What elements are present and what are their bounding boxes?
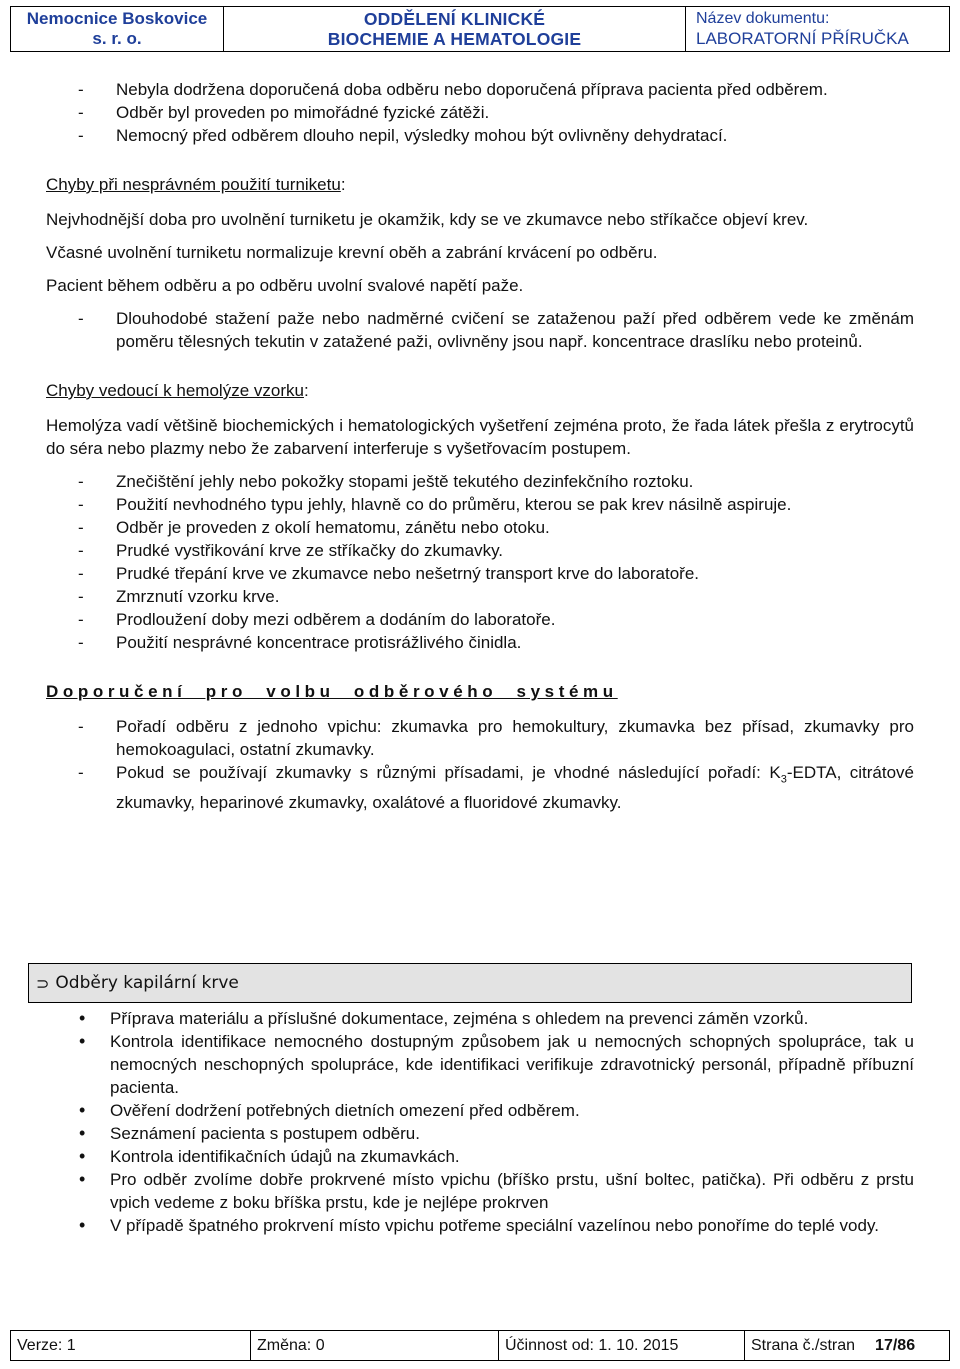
list-item: - Prudké vystřikování krve ze stříkačky do zkumavky. (46, 539, 914, 562)
footer-page (745, 1331, 949, 1360)
paragraph: Včasné uvolnění turniketu normalizuje krevní oběh a zabrání krvácení po odběru. (46, 243, 658, 262)
list-item: - Nebyla dodržena doporučená doba odběru nebo doporučená příprava pacienta před odběrem. (46, 78, 914, 101)
org-legal-form: s. r. o. (92, 29, 142, 48)
footer-effective-date: Účinnost od: 1. 10. 2015 (499, 1331, 745, 1360)
department-line2: BIOCHEMIE A HEMATOLOGIE (327, 29, 582, 49)
document-header (10, 6, 950, 52)
list-item: - Prudké třepání krve ve zkumavce nebo nešetrný transport krve do laboratoře. (46, 562, 914, 585)
header-organization (11, 7, 224, 51)
paragraph: Pacient během odběru a po odběru uvolní svalové napětí paže. (46, 276, 524, 295)
list-item: - Dlouhodobé stažení paže nebo nadměrné cvičení se zataženou paží před odběrem vede ke změnám poměru tělesných tekutin v zatažené paži, ovlivněny jsou např. koncentrace draslíku nebo proteinů. (46, 307, 914, 353)
bullet-item: • Ověření dodržení potřebných dietních omezení před odběrem. (46, 1099, 914, 1122)
paragraph: Hemolýza vadí většině biochemických i hematologických vyšetření zejména proto, že řada látek přešla z erytrocytů do séra nebo plazmy nebo že zabarvení interferuje s vyšetřovacím postupem. (46, 416, 914, 458)
bullet-item: • V případě špatného prokrvení místo vpichu potřeme speciální vazelínou nebo ponoříme do teplé vody. (46, 1214, 914, 1237)
page-content (46, 78, 914, 814)
footer-change: Změna: 0 (251, 1331, 499, 1360)
list-item: - Použití nevhodného typu jehly, hlavně co do průměru, kterou se pak krev násilně aspiruje. (46, 493, 914, 516)
list-item: - Použití nesprávné koncentrace protisrážlivého činidla. (46, 631, 914, 654)
list-item: - Zmrznutí vzorku krve. (46, 585, 914, 608)
list-item: - Znečištění jehly nebo pokožky stopami ještě tekutého dezinfekčního roztoku. (46, 470, 914, 493)
list-item: - Prodloužení doby mezi odběrem a dodáním do laboratoře. (46, 608, 914, 631)
list-item: - Pořadí odběru z jednoho vpichu: zkumavka pro hemokultury, zkumavka bez přísad, zkumavky pro hemokoagulaci, ostatní zkumavky. (46, 715, 914, 761)
section-box-capillary (28, 963, 912, 1003)
capillary-list (46, 1007, 914, 1237)
bullet-item: • Seznámení pacienta s postupem odběru. (46, 1122, 914, 1145)
list-item: - Odběr byl proveden po mimořádné fyzické zátěži. (46, 101, 914, 124)
list-item: - Nemocný před odběrem dlouho nepil, výsledky mohou být ovlivněny dehydratací. (46, 124, 914, 147)
footer-page-number: 17/86 (875, 1336, 916, 1354)
list-item: - Odběr je proveden z okolí hematomu, zánětu nebo otoku. (46, 516, 914, 539)
section-heading-recommendation: Doporučení pro volbu odběrového systému (46, 682, 618, 701)
bullet-item: • Pro odběr zvolíme dobře prokrvené místo vpichu (bříško prstu, ušní boltec, patička). Při odběru z prstu vpich vedeme z boku bříška prstu, kde je nejlépe prokrven (46, 1168, 914, 1214)
footer-page-label: Strana č./stran (751, 1336, 856, 1354)
list-item: - Pokud se používají zkumavky s různými přísadami, je vhodné následující pořadí: $K_3$-EDTA, citrátové zkumavky, heparinové zkumavky, oxalátové a fluoridové zkumavky. (46, 761, 914, 814)
header-document-name (686, 7, 949, 51)
org-name: Nemocnice Boskovice (26, 9, 208, 28)
document-footer (10, 1330, 950, 1361)
bullet-item: • Kontrola identifikačních údajů na zkumavkách. (46, 1145, 914, 1168)
department-line1: ODDĚLENÍ KLINICKÉ (363, 9, 546, 29)
section-heading-tourniquet: Chyby při nesprávném použití turniketu: (46, 175, 346, 194)
arrow-icon: ⊃ (36, 973, 50, 993)
paragraph: Nejvhodnější doba pro uvolnění turniketu je okamžik, kdy se ve zkumavce nebo stříkačce objeví krev. (46, 210, 809, 229)
section-box-title: Odběry kapilární krve (55, 973, 239, 993)
bullet-item: • Příprava materiálu a příslušné dokumentace, zejména s ohledem na prevenci záměn vzorků. (46, 1007, 914, 1030)
header-department (224, 7, 686, 51)
footer-version: Verze: 1 (11, 1331, 251, 1360)
doc-name-label: Název dokumentu: (696, 10, 830, 27)
bullet-item: • Kontrola identifikace nemocného dostupným způsobem jak u nemocných schopných spolupráce, tak u nemocných neschopných spolupráce, kde identifikaci verifikuje zdravotnický personál, případně příbuzní pacienta. (46, 1030, 914, 1099)
hemolysis-list (46, 470, 914, 654)
section-heading-hemolysis: Chyby vedoucí k hemolýze vzorku: (46, 381, 309, 400)
doc-name-value: LABORATORNÍ PŘÍRUČKA (696, 29, 909, 48)
